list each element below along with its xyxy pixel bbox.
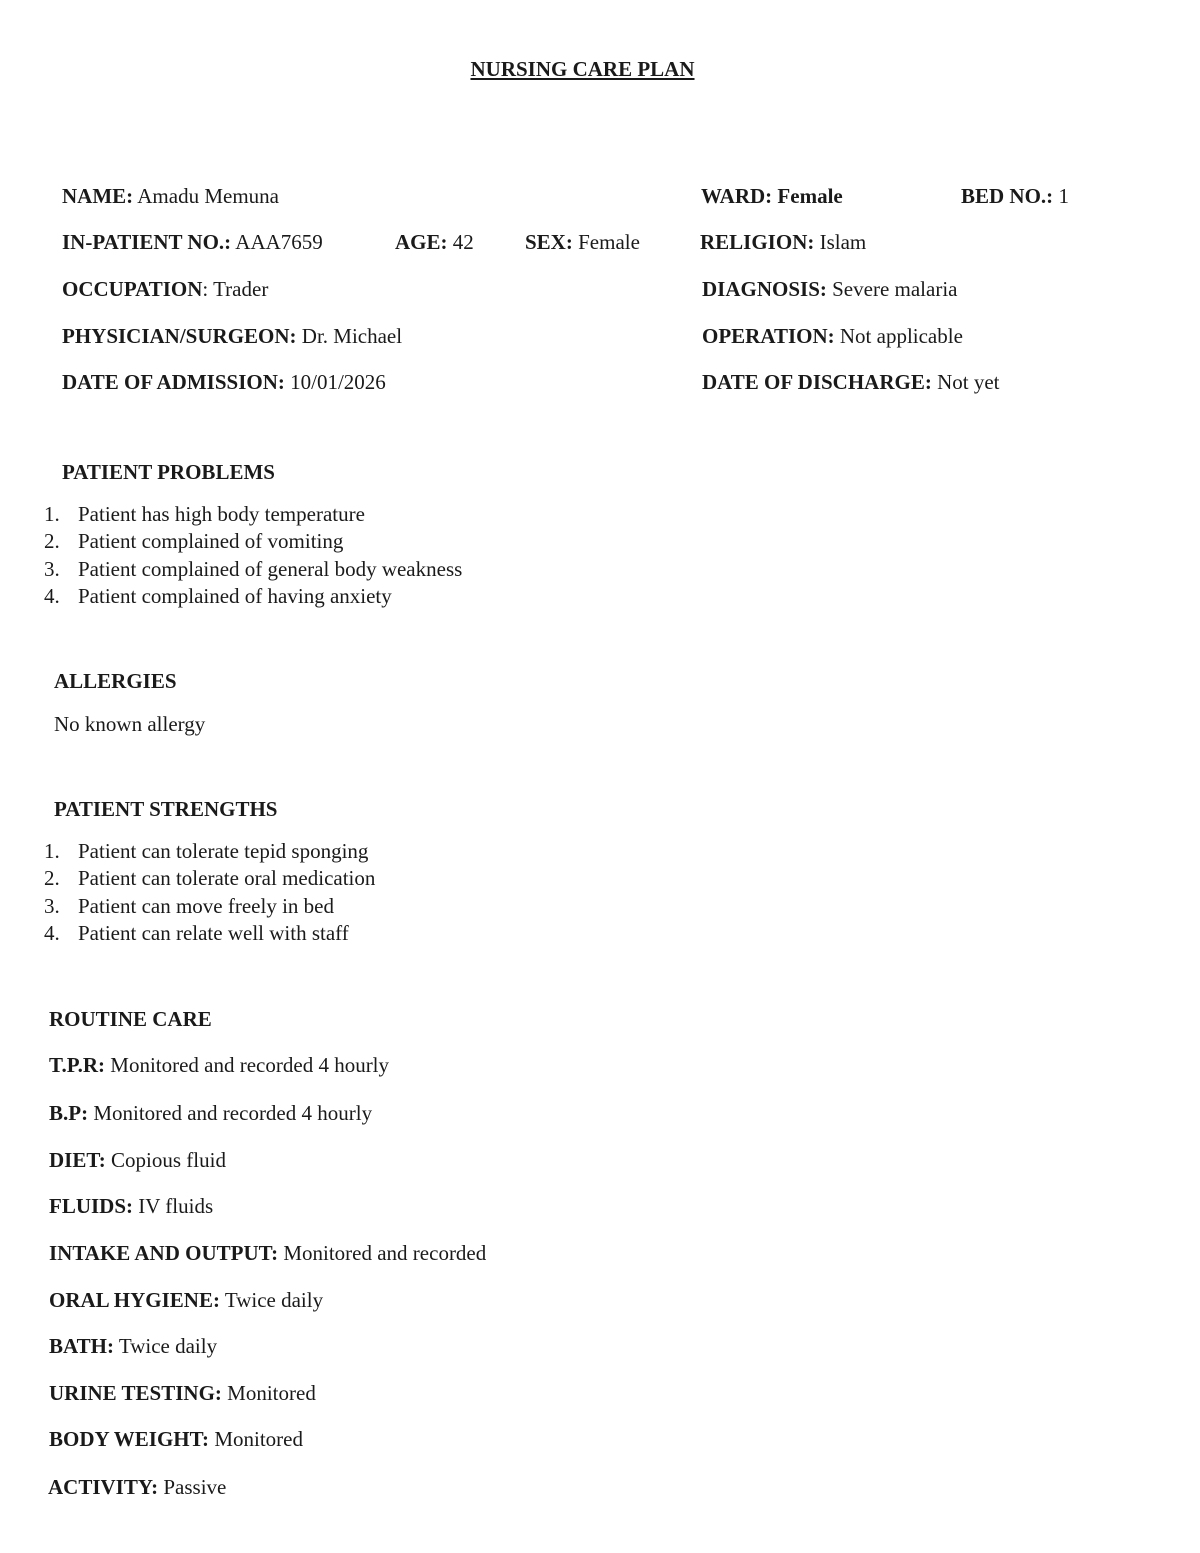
field-value: Passive [163, 1475, 227, 1499]
date-of-discharge-field [702, 372, 1000, 393]
field-label: DATE OF ADMISSION: [62, 370, 285, 394]
date-of-admission-field [62, 372, 386, 393]
list-item-text: Patient can tolerate oral medication [78, 866, 376, 891]
field-label: BED NO.: [961, 184, 1054, 208]
list-number: 2. [44, 529, 60, 554]
physician-field [62, 326, 402, 347]
list-number: 4. [44, 920, 60, 945]
occupation-field [62, 279, 268, 300]
religion-field [700, 232, 866, 253]
list-item-text: Patient complained of having anxiety [78, 583, 392, 608]
list-item [44, 893, 375, 920]
list-item-text: Patient complained of general body weakness [78, 556, 463, 581]
routine-care-item [48, 1477, 226, 1498]
list-item-text: Patient has high body temperature [78, 502, 365, 526]
field-label: OPERATION: [702, 324, 835, 348]
routine-care-item [49, 1243, 486, 1264]
list-number: 3. [44, 893, 60, 918]
field-value: Twice daily [118, 1334, 218, 1358]
list-number: 1. [44, 839, 60, 863]
field-label: B.P: [49, 1101, 89, 1125]
list-item [44, 865, 375, 892]
field-label: BATH: [49, 1334, 114, 1358]
field-label: NAME: [62, 184, 134, 208]
list-number: 3. [44, 556, 60, 581]
list-number: 2. [44, 866, 60, 891]
field-label: AGE: [395, 230, 448, 254]
field-label: BODY WEIGHT: [49, 1427, 210, 1451]
routine-care-item [49, 1103, 372, 1124]
field-label: OCCUPATION [62, 277, 203, 301]
field-label: DIAGNOSIS: [702, 277, 827, 301]
field-value: Severe malaria [832, 277, 958, 301]
list-number: 1. [44, 502, 60, 526]
list-item-text: Patient can tolerate tepid sponging [78, 839, 369, 863]
list-item [44, 838, 375, 865]
patient-problems-heading: PATIENT PROBLEMS [62, 460, 275, 484]
field-value: Female [578, 230, 640, 254]
field-label: DATE OF DISCHARGE: [702, 370, 932, 394]
list-item-text: Patient complained of vomiting [78, 529, 344, 554]
list-item [44, 528, 462, 555]
field-value: Dr. Michael [301, 324, 403, 348]
bed-no-field [961, 186, 1069, 207]
field-label: RELIGION: [700, 230, 815, 254]
field-value: Not applicable [839, 324, 963, 348]
field-value: Monitored [214, 1427, 303, 1451]
field-value: AAA7659 [235, 230, 323, 254]
list-item-text: Patient can move freely in bed [78, 893, 334, 918]
field-value: 10/01/2026 [290, 370, 386, 394]
page-title: NURSING CARE PLAN [470, 57, 695, 81]
field-value: IV fluids [138, 1194, 214, 1218]
patient-problems-list [44, 501, 462, 610]
operation-field [702, 326, 963, 347]
list-item-text: Patient can relate well with staff [78, 920, 349, 945]
field-label: INTAKE AND OUTPUT: [49, 1241, 279, 1265]
field-value: : Trader [202, 277, 269, 301]
field-value: Amadu Memuna [137, 184, 279, 208]
field-value: Copious fluid [111, 1148, 226, 1172]
field-value: Monitored [227, 1381, 316, 1405]
in-patient-no-field [62, 232, 323, 253]
field-value: Islam [819, 230, 867, 254]
list-item [44, 583, 462, 610]
routine-care-item [49, 1429, 303, 1450]
field-label: FLUIDS: [49, 1194, 134, 1218]
list-item [44, 920, 375, 947]
field-value: 42 [452, 230, 474, 254]
list-item [44, 501, 462, 528]
patient-name-field [62, 186, 279, 207]
field-value: Not yet [937, 370, 1000, 394]
sex-field [525, 232, 640, 253]
routine-care-item [49, 1290, 323, 1311]
allergies-heading: ALLERGIES [54, 669, 177, 693]
field-label: ACTIVITY: [48, 1475, 159, 1499]
routine-care-item [49, 1150, 226, 1171]
field-label: WARD: [701, 184, 773, 208]
list-number: 4. [44, 583, 60, 608]
routine-care-item [49, 1196, 213, 1217]
field-value: 1 [1058, 184, 1069, 208]
allergies-text: No known allergy [54, 712, 206, 736]
routine-care-item [49, 1336, 217, 1357]
age-field [395, 232, 474, 253]
field-label: T.P.R: [49, 1053, 106, 1077]
routine-care-heading: ROUTINE CARE [49, 1007, 212, 1031]
field-value: Female [777, 184, 843, 208]
ward-field [701, 186, 843, 207]
diagnosis-field [702, 279, 957, 300]
field-label: DIET: [49, 1148, 106, 1172]
field-label: ORAL HYGIENE: [49, 1288, 220, 1312]
list-item [44, 556, 462, 583]
patient-strengths-list [44, 838, 375, 947]
patient-strengths-heading: PATIENT STRENGTHS [54, 797, 278, 821]
field-label: SEX: [525, 230, 573, 254]
field-label: IN-PATIENT NO.: [62, 230, 232, 254]
routine-care-item [49, 1055, 389, 1076]
field-label: PHYSICIAN/SURGEON: [62, 324, 297, 348]
field-label: URINE TESTING: [49, 1381, 222, 1405]
field-value: Monitored and recorded [283, 1241, 487, 1265]
field-value: Twice daily [224, 1288, 324, 1312]
routine-care-item [49, 1383, 316, 1404]
field-value: Monitored and recorded 4 hourly [110, 1053, 390, 1077]
field-value: Monitored and recorded 4 hourly [93, 1101, 373, 1125]
